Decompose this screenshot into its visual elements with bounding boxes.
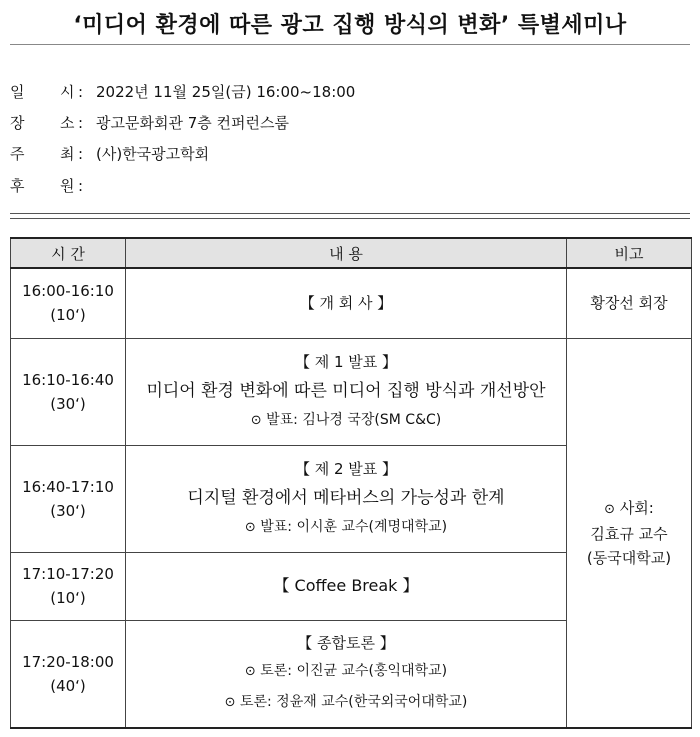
time-cell: 17:20-18:00 (40‘) [11, 620, 126, 728]
info-colon: : [78, 83, 84, 101]
time-cell: 16:00-16:10 (10‘) [11, 268, 126, 338]
time-cell: 16:40-17:10 (30‘) [11, 445, 126, 552]
talk-title: 미디어 환경 변화에 따른 미디어 집행 방식과 개선방안 [146, 381, 546, 401]
presenter-line: ⊙ 발표: 이시훈 교수(계명대학교) [244, 519, 448, 535]
content-cell [126, 338, 567, 445]
moderator-name: 김효규 교수 [590, 524, 668, 543]
section-title: 【 Coffee Break 】 [273, 576, 419, 595]
info-row-sponsor: 후 원 : [10, 174, 610, 198]
bullet-icon: ⊙ [224, 694, 236, 710]
section-title: 【 개 회 사 】 [299, 294, 393, 313]
moderator-affiliation: (동국대학교) [586, 548, 672, 567]
time-cell: 16:10-16:40 (30‘) [11, 338, 126, 445]
info-value-venue: 광고문화회관 7층 컨퍼런스룸 [96, 114, 289, 132]
table-row [11, 338, 692, 445]
section-divider [10, 213, 690, 219]
bullet-icon: ⊙ [250, 413, 262, 428]
info-value-host: (사)한국광고학회 [96, 145, 210, 163]
section-title: 【 제 2 발표 】 [294, 460, 398, 478]
info-value-date: 2022년 11월 25일(금) 16:00~18:00 [96, 83, 356, 101]
section-title: 【 종합토론 】 [297, 633, 395, 652]
content-cell [126, 620, 567, 728]
table-header-row [11, 238, 692, 268]
content-cell [126, 552, 567, 620]
panelist-line: ⊙ 토론: 이진균 교수(홍익대학교) [244, 662, 448, 679]
talk-title: 디지털 환경에서 메타버스의 가능성과 한계 [187, 488, 505, 508]
bullet-icon: ⊙ [604, 501, 616, 517]
moderator-cell [567, 338, 692, 728]
schedule-table [10, 237, 692, 729]
page-title: ‘미디어 환경에 따른 광고 집행 방식의 변화’ 특별세미나 [73, 13, 627, 38]
content-cell [126, 268, 567, 338]
info-row-date: 일 시 : 2022년 11월 25일(금) 16:00~18:00 [10, 80, 610, 104]
info-colon: : [78, 177, 84, 195]
info-row-host: 주 최 : (사)한국광고학회 [10, 142, 610, 166]
bullet-icon: ⊙ [244, 663, 256, 679]
info-row-venue: 장 소 : 광고문화회관 7층 컨퍼런스룸 [10, 111, 610, 135]
header-content: 내 용 [126, 238, 567, 268]
header-time: 시 간 [11, 238, 126, 268]
note-cell: 황장선 회장 [567, 268, 692, 338]
moderator-label: ⊙ 사회: [604, 498, 654, 517]
info-colon: : [78, 145, 84, 163]
content-cell [126, 445, 567, 552]
presenter-line: ⊙ 발표: 김나경 국장(SM C&C) [250, 412, 442, 428]
table-row [11, 268, 692, 338]
bullet-icon: ⊙ [244, 520, 256, 535]
time-cell: 17:10-17:20 (10‘) [11, 552, 126, 620]
header-note: 비고 [567, 238, 692, 268]
info-colon: : [78, 114, 84, 132]
section-title: 【 제 1 발표 】 [294, 353, 398, 371]
panelist-line: ⊙ 토론: 정윤재 교수(한국외국어대학교) [224, 693, 468, 710]
title-divider [10, 44, 690, 45]
